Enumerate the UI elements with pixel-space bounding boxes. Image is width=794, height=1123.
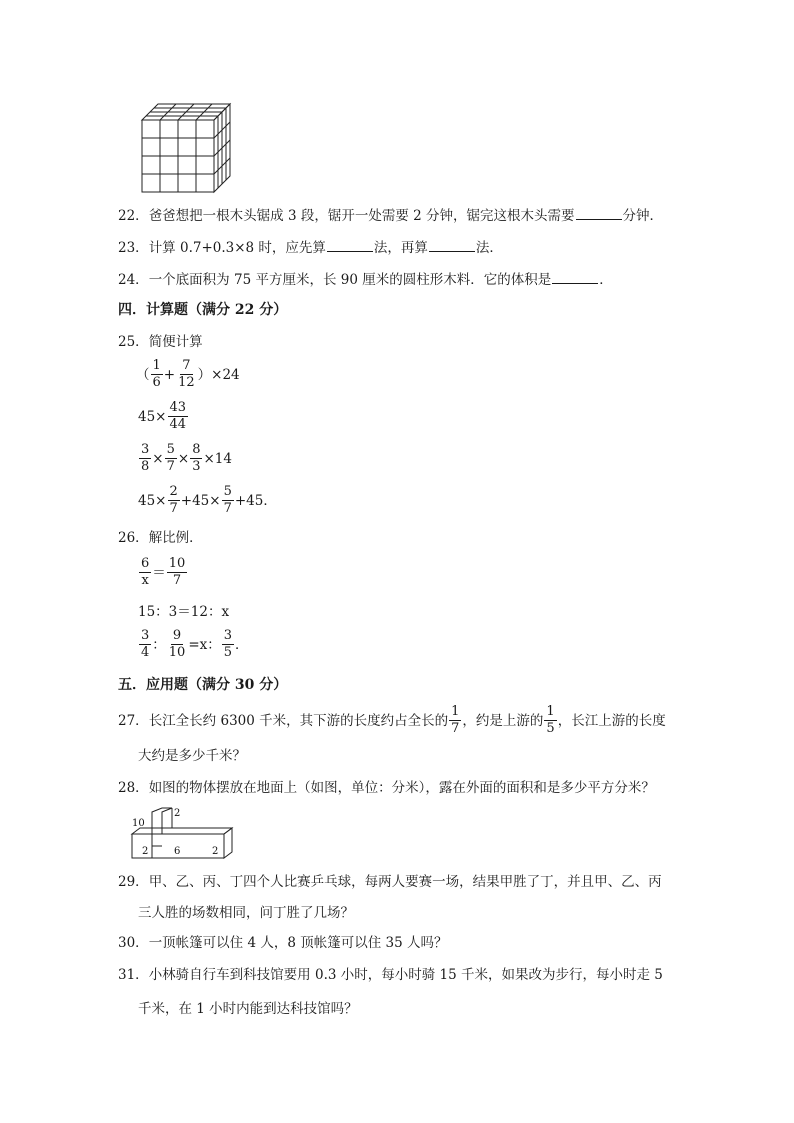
fraction: $\frac{8}{3}$ — [192, 442, 201, 474]
expression-25-3: $\frac{3}{8}$ × $\frac{5}{7}$ × $\frac{8}{3}$ ×14 — [141, 442, 232, 474]
question-24: 24．一个底面积为 75 平方厘米，长 90 厘米的圆柱形木料．它的体积是 ． — [118, 269, 613, 290]
answer-blank[interactable] — [576, 205, 622, 220]
fraction: $\frac{9}{10}$ — [168, 628, 186, 660]
expression-26-1: $\frac{6}{x}$ ＝ $\frac{10}{7}$ — [141, 556, 186, 588]
figure-label-side: 2 — [142, 846, 149, 857]
fraction: $\frac{5}{7}$ — [166, 442, 175, 474]
question-30: 30．一顶帐篷可以住 4 人，8 顶帐篷可以住 35 人吗？ — [118, 935, 448, 951]
fraction: $\frac{6}{x}$ — [141, 556, 150, 588]
section-heading: 五．应用题（满分 30 分） — [118, 677, 288, 693]
figure-label-top: 2 — [174, 808, 181, 819]
question-27-continued: 大约是多少千米？ — [138, 748, 246, 764]
fraction: $\frac{1}{7}$ — [451, 704, 460, 736]
step-block-figure — [128, 806, 238, 860]
question-27: 27． 长江全长约 6300 千米，其下游的长度约占全长的 $\frac{1}{7}$ ，约是上游的 $\frac{1}{5}$ ，长江上游的长度 — [118, 704, 666, 736]
question-29: 29．甲、乙、丙、丁四个人比赛乒乓球，每两人要赛一场，结果甲胜了丁，并且甲、乙、丙 — [118, 874, 662, 890]
fraction: $\frac{1}{6}$ — [152, 358, 161, 390]
fraction: $\frac{10}{7}$ — [168, 556, 186, 588]
figure-label-bottom: 6 — [174, 846, 181, 857]
answer-blank[interactable] — [429, 237, 475, 252]
fraction: $\frac{43}{44}$ — [169, 400, 187, 432]
expression-25-4: 45× $\frac{2}{7}$ +45× $\frac{5}{7}$ +45． — [138, 484, 277, 516]
fraction: $\frac{5}{7}$ — [223, 484, 232, 516]
expression-25-2: 45× $\frac{43}{44}$ — [138, 400, 187, 432]
fraction: $\frac{1}{5}$ — [546, 704, 555, 736]
expression-26-2: 15：3＝12：x — [138, 604, 230, 620]
figure-label-height: 10 — [132, 818, 145, 829]
question-22: 22．爸爸想把一根木头锯成 3 段，锯开一处需要 2 分钟，锯完这根木头需要 分钟． — [118, 205, 663, 226]
question-31-continued: 千米，在 1 小时内能到达科技馆吗？ — [138, 1001, 358, 1017]
expression-25-1: （ $\frac{1}{6}$ + $\frac{7}{12}$ ）×24 — [136, 358, 240, 390]
question-25: 25．简便计算 — [118, 334, 203, 350]
fraction: $\frac{7}{12}$ — [178, 358, 195, 390]
question-29-continued: 三人胜的场数相同，问丁胜了几场？ — [138, 905, 354, 921]
section-heading: 四．计算题（满分 22 分） — [118, 302, 288, 318]
answer-blank[interactable] — [552, 269, 598, 284]
question-26: 26．解比例． — [118, 530, 203, 546]
question-31: 31．小林骑自行车到科技馆要用 0.3 小时，每小时骑 15 千米，如果改为步行，每小时走 5 — [118, 967, 663, 983]
figure-label-right: 2 — [212, 846, 219, 857]
expression-26-3: $\frac{3}{4}$ ： $\frac{9}{10}$ =x： $\frac{3}{5}$ ． — [141, 628, 249, 660]
cube-figure — [138, 100, 234, 196]
cube-drawing — [138, 100, 234, 196]
answer-blank[interactable] — [327, 237, 373, 252]
fraction: $\frac{3}{8}$ — [141, 442, 150, 474]
fraction: $\frac{3}{4}$ — [141, 628, 150, 660]
question-28: 28．如图的物体摆放在地面上（如图，单位：分米），露在外面的面积和是多少平方分米？ — [118, 780, 655, 796]
fraction: $\frac{3}{5}$ — [223, 628, 233, 660]
fraction: $\frac{2}{7}$ — [169, 484, 178, 516]
step-block-drawing — [128, 806, 238, 860]
question-23: 23．计算 0.7+0.3×8 时，应先算 法，再算 法． — [118, 237, 503, 258]
